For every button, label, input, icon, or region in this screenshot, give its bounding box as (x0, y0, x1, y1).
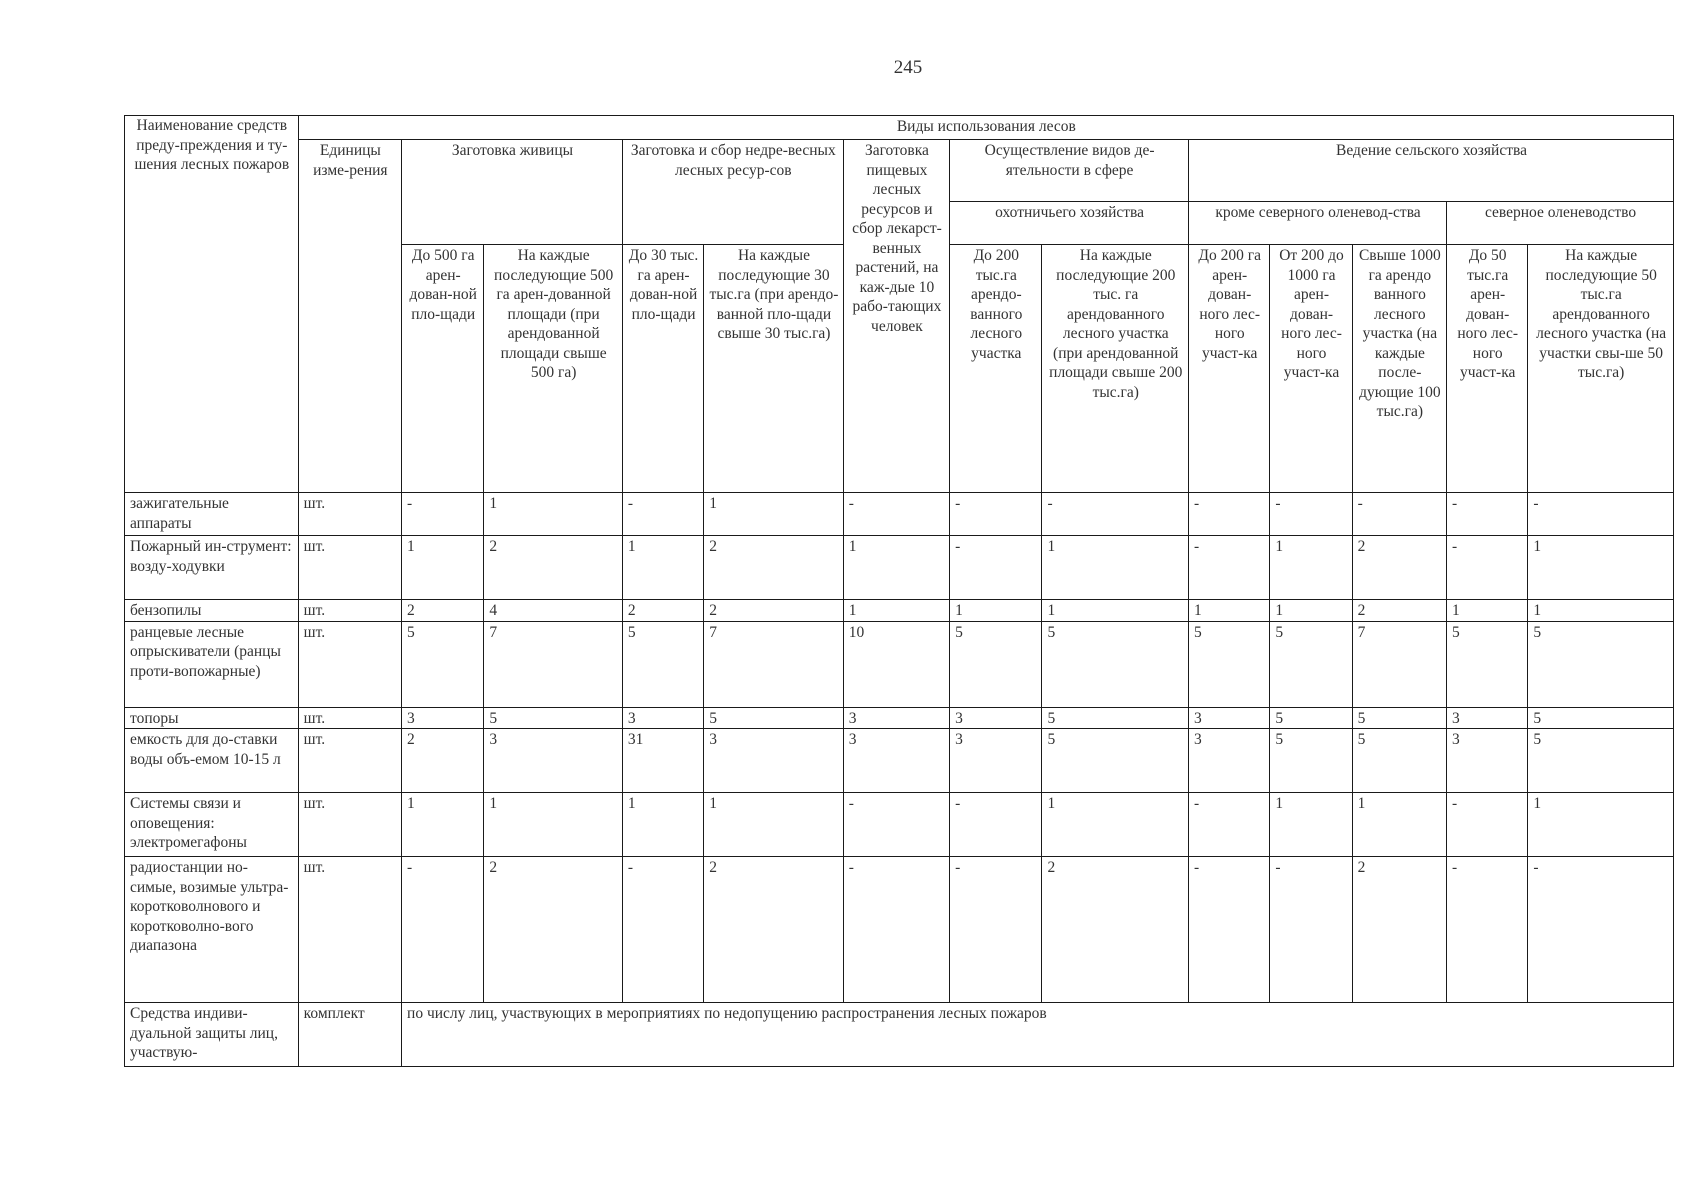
cell: 3 (843, 707, 949, 729)
cell: 1 (402, 793, 484, 857)
cell: 2 (484, 536, 623, 600)
cell: 5 (1042, 621, 1189, 707)
row-unit: шт. (298, 707, 401, 729)
cell: 3 (704, 729, 844, 793)
cell: 5 (950, 621, 1042, 707)
row-unit: шт. (298, 857, 401, 1003)
cell: - (843, 793, 949, 857)
table-row (125, 1003, 1674, 1067)
table-row (125, 729, 1674, 793)
cell: 3 (484, 729, 623, 793)
cell: 31 (622, 729, 703, 793)
cell: 1 (402, 536, 484, 600)
cell: 3 (950, 729, 1042, 793)
cell: 2 (484, 857, 623, 1003)
subheader: До 200 тыс.га арендо-ванного лесного участка (950, 245, 1042, 493)
cell: - (1042, 493, 1189, 536)
row-name: Системы связи и оповещения: электромегафоны (125, 793, 299, 857)
row-name: зажигательные аппараты (125, 493, 299, 536)
header-agri-reindeer: северное оленеводство (1447, 202, 1674, 245)
cell: 1 (1528, 793, 1674, 857)
cell: 1 (1447, 600, 1528, 622)
cell: 1 (1270, 793, 1352, 857)
subheader: До 50 тыс.га арен-дован-ного лес-ного участ-ка (1447, 245, 1528, 493)
cell: 1 (1528, 536, 1674, 600)
cell: 3 (843, 729, 949, 793)
cell: 5 (1528, 707, 1674, 729)
cell: 5 (1447, 621, 1528, 707)
cell: 2 (402, 600, 484, 622)
cell: - (950, 857, 1042, 1003)
header-agri-except-reindeer: кроме северного оленевод-ства (1189, 202, 1447, 245)
cell: - (1189, 536, 1270, 600)
cell: 5 (1042, 707, 1189, 729)
row-name: топоры (125, 707, 299, 729)
subheader: На каждые последующие 50 тыс.га арендованного лесного участка (на участки свы-ше 50 тыс.га) (1528, 245, 1674, 493)
cell: 2 (1352, 857, 1446, 1003)
cell: 1 (704, 793, 844, 857)
cell: 2 (402, 729, 484, 793)
cell: - (950, 493, 1042, 536)
cell: - (843, 493, 949, 536)
cell: 5 (1270, 729, 1352, 793)
subheader: До 500 га арен-дован-ной пло-щади (402, 245, 484, 493)
cell: 7 (484, 621, 623, 707)
cell: 3 (402, 707, 484, 729)
cell: - (1447, 793, 1528, 857)
cell: 1 (1042, 600, 1189, 622)
table-row (125, 857, 1674, 1003)
row-name: Средства индиви-дуальной защиты лиц, участвую- (125, 1003, 299, 1067)
cell: 4 (484, 600, 623, 622)
cell: 1 (1270, 536, 1352, 600)
cell: 1 (1042, 793, 1189, 857)
table-row (125, 621, 1674, 707)
cell: 1 (1528, 600, 1674, 622)
row-name: Пожарный ин-струмент: возду-ходувки (125, 536, 299, 600)
cell: - (950, 793, 1042, 857)
cell: 1 (704, 493, 844, 536)
cell: 1 (622, 793, 703, 857)
subheader: На каждые последующие 500 га арен-дованной площади (при арендованной площади свыше 500 га) (484, 245, 623, 493)
cell: - (1352, 493, 1446, 536)
cell: 7 (1352, 621, 1446, 707)
row-unit: комплект (298, 1003, 401, 1067)
cell: - (1528, 493, 1674, 536)
cell: 1 (843, 536, 949, 600)
cell: 1 (622, 536, 703, 600)
cell: 5 (1352, 707, 1446, 729)
row-unit: шт. (298, 621, 401, 707)
cell: 1 (1270, 600, 1352, 622)
subheader: До 200 га арен-дован-ного лес-ного участ-ка (1189, 245, 1270, 493)
cell: - (1270, 857, 1352, 1003)
subheader: Свыше 1000 га арендо ванного лесного участка (на каждые после-дующие 100 тыс.га) (1352, 245, 1446, 493)
cell: 2 (1352, 600, 1446, 622)
cell: 3 (1447, 729, 1528, 793)
cell: 1 (484, 793, 623, 857)
row-note: по числу лиц, участвующих в мероприятиях по недопущению распространения лесных пожаров (402, 1003, 1674, 1067)
header-hunting: Осуществление видов де-ятельности в сфере (950, 140, 1189, 202)
cell: 5 (1042, 729, 1189, 793)
cell: 2 (1042, 857, 1189, 1003)
cell: - (402, 857, 484, 1003)
cell: 2 (704, 600, 844, 622)
cell: 5 (1528, 621, 1674, 707)
row-unit: шт. (298, 493, 401, 536)
subheader: На каждые последующие 200 тыс. га арендованного лесного участка (при арендованной площади свыше 200 тыс.га) (1042, 245, 1189, 493)
row-name: радиостанции но-симые, возимые ультра-коротковолнового и коротковолно-вого диапазона (125, 857, 299, 1003)
cell: 1 (843, 600, 949, 622)
row-unit: шт. (298, 793, 401, 857)
cell: - (1189, 493, 1270, 536)
cell: 5 (1352, 729, 1446, 793)
cell: 1 (950, 600, 1042, 622)
table-row (125, 493, 1674, 536)
row-unit: шт. (298, 536, 401, 600)
cell: - (1189, 857, 1270, 1003)
table-row (125, 793, 1674, 857)
cell: - (1270, 493, 1352, 536)
cell: 3 (950, 707, 1042, 729)
cell: - (1528, 857, 1674, 1003)
subheader: На каждые последующие 30 тыс.га (при арендо-ванной пло-щади свыше 30 тыс.га) (704, 245, 844, 493)
cell: 5 (402, 621, 484, 707)
cell: 2 (704, 536, 844, 600)
cell: 5 (1270, 707, 1352, 729)
header-units-column: Единицы изме-рения (298, 140, 401, 493)
cell: 5 (1270, 621, 1352, 707)
cell: 5 (484, 707, 623, 729)
page-number: 245 (893, 57, 923, 78)
cell: 7 (704, 621, 844, 707)
cell: 2 (1352, 536, 1446, 600)
table-row (125, 536, 1674, 600)
cell: - (843, 857, 949, 1003)
cell: 3 (1447, 707, 1528, 729)
table-row (125, 707, 1674, 729)
cell: 5 (622, 621, 703, 707)
row-unit: шт. (298, 729, 401, 793)
forest-fire-equipment-table (124, 115, 1674, 1067)
cell: - (1189, 793, 1270, 857)
table-row (125, 600, 1674, 622)
cell: 2 (704, 857, 844, 1003)
cell: 5 (1189, 621, 1270, 707)
cell: 5 (1528, 729, 1674, 793)
header-name-column-label: Наименование средств преду-преждения и ту-шения лесных пожаров (134, 117, 290, 173)
cell: - (950, 536, 1042, 600)
subheader: От 200 до 1000 га арен-дован-ного лес-ного участ-ка (1270, 245, 1352, 493)
cell: - (1447, 493, 1528, 536)
cell: - (622, 857, 703, 1003)
cell: - (402, 493, 484, 536)
header-nontimber: Заготовка и сбор недре-весных лесных ресур-сов (622, 140, 843, 245)
row-name: бензопилы (125, 600, 299, 622)
cell: 10 (843, 621, 949, 707)
cell: 2 (622, 600, 703, 622)
row-name: емкость для до-ставки воды объ-емом 10-15 л (125, 729, 299, 793)
header-food-resources: Заготовка пищевых лесных ресурсов и сбор лекарст-венных растений, на каж-дые 10 рабо-тающих человек (843, 140, 949, 493)
cell: 1 (1189, 600, 1270, 622)
cell: 1 (1042, 536, 1189, 600)
cell: 3 (1189, 729, 1270, 793)
header-hunting-sub: охотничьего хозяйства (950, 202, 1189, 245)
header-agriculture: Ведение сельского хозяйства (1189, 140, 1674, 202)
header-name-column (125, 116, 299, 493)
cell: - (1447, 857, 1528, 1003)
cell: - (1447, 536, 1528, 600)
cell: 1 (1352, 793, 1446, 857)
cell: 5 (704, 707, 844, 729)
header-forest-uses: Виды использования лесов (298, 116, 1673, 140)
header-resin: Заготовка живицы (402, 140, 623, 245)
cell: 1 (484, 493, 623, 536)
cell: 3 (622, 707, 703, 729)
cell: - (622, 493, 703, 536)
cell: 3 (1189, 707, 1270, 729)
row-name: ранцевые лесные опрыскиватели (ранцы проти-вопожарные) (125, 621, 299, 707)
row-unit: шт. (298, 600, 401, 622)
subheader: До 30 тыс. га арен-дован-ной пло-щади (622, 245, 703, 493)
